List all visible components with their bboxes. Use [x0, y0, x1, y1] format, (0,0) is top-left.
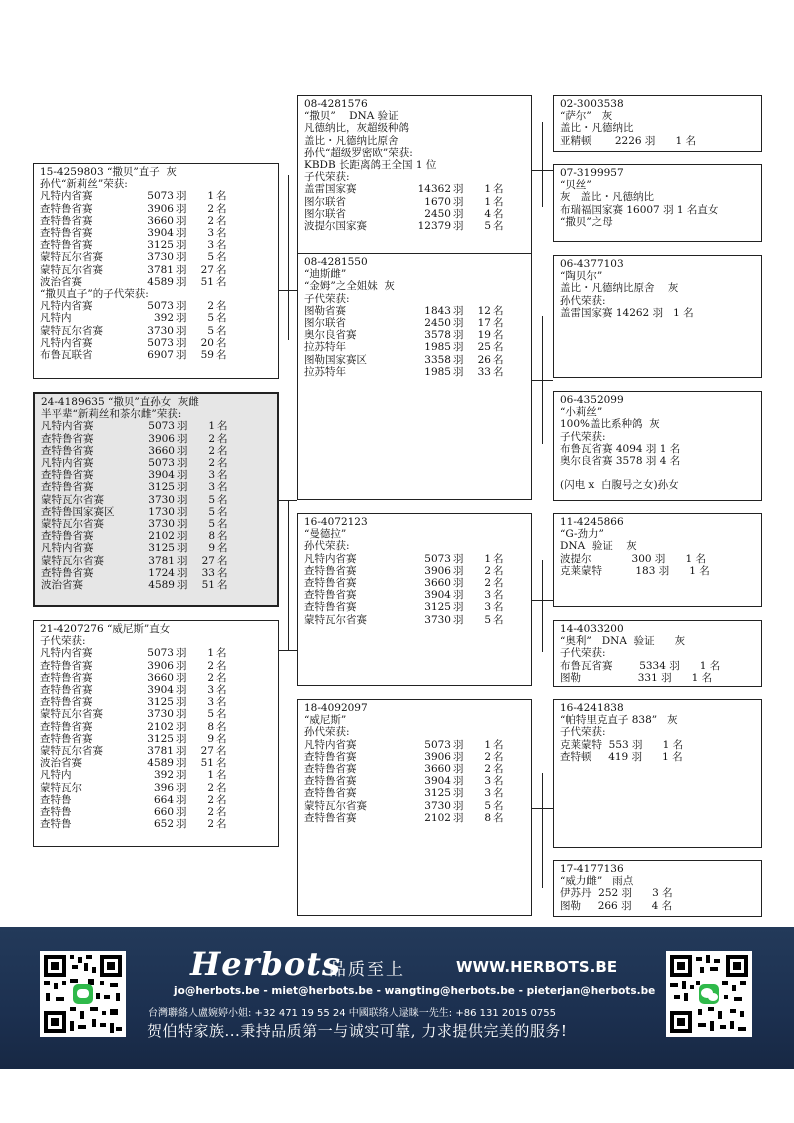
result-row: 查特鲁省赛 3904 羽 3 名	[304, 775, 504, 788]
website-link[interactable]: WWW.HERBOTS.BE	[456, 958, 618, 976]
text-line: 子代荣获:	[304, 171, 350, 184]
pedigree-box-sire	[297, 95, 532, 500]
result-row: 蒙特瓦尔省赛 3730 羽 5 名	[40, 324, 227, 337]
text-line: (闪电 x 白腹号之女)孙女	[560, 479, 679, 492]
result-row: 查特鲁省赛 3904 羽 3 名	[40, 684, 227, 697]
text-line: 盖雷国家赛 14262 羽 1 名	[560, 306, 694, 319]
text-line: 18-4092097	[304, 702, 368, 714]
text-line: 盖比・凡德纳比	[560, 122, 634, 135]
result-row: 布鲁瓦联省 6907 羽 59 名	[40, 349, 227, 362]
text-line: 图勒 331 羽 1 名	[560, 671, 713, 684]
text-line: 凡德纳比，灰超级种鸽	[304, 122, 409, 135]
text-line: “帕特里克直子 838” 灰	[560, 714, 678, 727]
pedigree-box-dam-dam	[297, 699, 532, 916]
pedigree-box-r2	[553, 255, 762, 378]
result-row: 图勒国家赛区 3358 羽 26 名	[304, 353, 504, 366]
text-line: “G-劲力”	[560, 528, 604, 541]
result-row: 波提尔国家赛 12379 羽 5 名	[304, 220, 504, 233]
result-row: 凡特内省赛 5073 羽 1 名	[304, 738, 504, 751]
result-row: 凡特内省赛 5073 羽 20 名	[40, 336, 227, 349]
footer-banner	[0, 927, 794, 1069]
text-line: “迪斯雌”	[304, 268, 347, 281]
text-line: “贝丝”	[560, 179, 592, 192]
text-line: “撒贝”之母	[560, 215, 613, 228]
text-line: 克莱蒙特 183 羽 1 名	[560, 564, 710, 577]
result-row: 波治省赛 4589 羽 51 名	[41, 579, 228, 592]
text-line: DNA 验证 灰	[560, 540, 637, 553]
pedigree-box-r7	[553, 860, 762, 917]
result-row: 查特鲁省赛 3660 羽 2 名	[304, 577, 504, 590]
text-line: 孙代荣获:	[304, 540, 350, 553]
text-line: “撒贝直子”的子代荣获:	[40, 288, 149, 301]
result-row: 蒙特瓦尔 396 羽 2 名	[40, 781, 227, 794]
result-row: 查特鲁省赛 3125 羽 3 名	[40, 696, 227, 709]
text-line: 亚精顿 2226 羽 1 名	[560, 134, 696, 147]
connector	[542, 773, 543, 888]
result-row: 波治省赛 4589 羽 51 名	[40, 757, 227, 770]
result-row: 查特鲁省赛 3125 羽 3 名	[304, 601, 504, 614]
text-line: 11-4245866	[560, 516, 624, 528]
result-row: 查特鲁省赛 3660 羽 2 名	[304, 763, 504, 776]
connector	[279, 290, 297, 291]
result-row: 查特鲁省赛 3906 羽 2 名	[40, 659, 227, 672]
text-line: 孙代“新莉丝”荣获:	[40, 178, 128, 191]
pedigree-box-r5	[553, 620, 762, 687]
text-line: 07-3199957	[560, 167, 624, 179]
result-row: 凡特内 392 羽 5 名	[40, 312, 227, 325]
text-line: 克莱蒙特 553 羽 1 名	[560, 738, 684, 751]
pedigree-box-dam	[297, 513, 532, 686]
text-line: “小莉丝”	[560, 406, 603, 419]
result-row: 查特鲁省赛 3125 羽 3 名	[41, 481, 228, 494]
text-line: 21-4207276 “威尼斯”直女	[40, 623, 171, 635]
text-line: “撒贝” DNA 验证	[304, 110, 399, 123]
result-row: 查特鲁省赛 3906 羽 2 名	[304, 564, 504, 577]
text-line: 查特顿 419 羽 1 名	[560, 750, 683, 763]
connector	[279, 650, 297, 651]
text-line: 布瑞福国家赛 16007 羽 1 名直女	[560, 203, 719, 216]
result-row: 凡特内 392 羽 1 名	[40, 769, 227, 782]
text-line: 孙代荣获:	[560, 294, 606, 307]
text-line: 16-4072123	[304, 516, 368, 528]
result-row: 查特鲁省赛 3660 羽 2 名	[40, 671, 227, 684]
text-line: 08-4281550	[304, 256, 368, 268]
result-row: 凡特内省赛 5073 羽 1 名	[40, 647, 227, 660]
contact-emails[interactable]: jo@herbots.be - miet@herbots.be - wangting@herbots.be - pieterjan@herbots.be	[174, 985, 656, 997]
result-row: 查特鲁省赛 3904 羽 3 名	[304, 589, 504, 602]
text-line: 08-4281576	[304, 98, 368, 110]
result-row: 蒙特瓦尔省赛 3730 羽 5 名	[40, 708, 227, 721]
pedigree-box-r1	[553, 164, 762, 242]
result-row: 查特鲁省赛 3906 羽 2 名	[40, 202, 227, 215]
text-line: 图勒 266 羽 4 名	[560, 899, 673, 912]
result-row: 图勒省赛 1843 羽 12 名	[304, 304, 504, 317]
text-line: KBDB 长距离鸽王全国 1 位	[304, 159, 437, 172]
text-line: 24-4189635 “撒贝”直孙女 灰雌	[41, 396, 199, 408]
pedigree-box-r4	[553, 513, 762, 607]
qr-code-wechat-icon	[666, 951, 752, 1037]
text-line: 17-4177136	[560, 863, 624, 875]
result-row: 凡特内省赛 5073 羽 2 名	[40, 300, 227, 313]
result-row: 凡特内省赛 5073 羽 1 名	[304, 552, 504, 565]
result-row: 蒙特瓦尔省赛 3781 羽 27 名	[41, 554, 228, 567]
connector	[532, 170, 553, 171]
result-row: 凡特内省赛 5073 羽 1 名	[41, 420, 228, 433]
result-row: 查特鲁省赛 3125 羽 9 名	[40, 732, 227, 745]
text-line: 06-4352099	[560, 394, 624, 406]
result-row: 查特鲁省赛 3660 羽 2 名	[40, 214, 227, 227]
result-row: 蒙特瓦尔省赛 3730 羽 5 名	[41, 493, 228, 506]
text-line: 子代荣获:	[40, 635, 86, 648]
text-line: 盖比・凡德纳比原舍	[304, 134, 399, 147]
result-row: 查特鲁省赛 3904 羽 3 名	[41, 469, 228, 482]
connector	[288, 500, 289, 650]
text-line: “陶贝尔”	[560, 270, 603, 283]
result-row: 查特鲁 664 羽 2 名	[40, 793, 227, 806]
text-line: “威力雌” 雨点	[560, 875, 634, 888]
result-row: 凡特内省赛 5073 羽 1 名	[40, 190, 227, 203]
connector	[288, 175, 289, 340]
contact-phones: 台灣聯絡人盧婉婷小姐: +32 471 19 55 24 中國联络人逯睐一先生: +86 131 2015 0755	[148, 1008, 556, 1019]
text-line: 子代荣获:	[560, 430, 606, 443]
result-row: 查特鲁国家赛区 1730 羽 5 名	[41, 505, 228, 518]
result-row: 查特鲁省赛 1724 羽 33 名	[41, 566, 228, 579]
text-line: “曼德拉”	[304, 528, 347, 541]
result-row: 查特鲁省赛 2102 羽 8 名	[40, 720, 227, 733]
connector	[532, 808, 553, 809]
result-row: 蒙特瓦尔省赛 3781 羽 27 名	[40, 263, 227, 276]
result-row: 查特鲁 660 羽 2 名	[40, 806, 227, 819]
result-row: 图尔联省 2450 羽 4 名	[304, 207, 504, 220]
brand-slogan: 品质至上	[329, 960, 405, 980]
text-line: “萨尔” 灰	[560, 110, 613, 123]
text-line: 子代荣获:	[560, 647, 606, 660]
divider	[297, 253, 532, 254]
text-line: 孙代“超级罗密欧”荣获:	[304, 146, 413, 159]
pedigree-box-subject	[33, 392, 279, 607]
text-line	[560, 467, 755, 479]
text-line: 02-3003538	[560, 98, 624, 110]
text-line: 100%盖比系种鸽 灰	[560, 418, 660, 431]
result-row: 查特鲁省赛 3904 羽 3 名	[40, 227, 227, 240]
text-line: 灰 盖比・凡德纳比	[560, 191, 655, 204]
connector	[542, 122, 543, 207]
result-row: 查特鲁省赛 2102 羽 8 名	[41, 530, 228, 543]
result-row: 凡特内省赛 5073 羽 2 名	[41, 457, 228, 470]
result-row: 拉苏特年 1985 羽 25 名	[304, 341, 504, 354]
connector	[532, 600, 553, 601]
pedigree-box-r6	[553, 699, 762, 848]
text-line: 布鲁瓦省赛 5334 羽 1 名	[560, 659, 721, 672]
footer-motto: 贺伯特家族...秉持品质第一与诚实可靠, 力求提供完美的服务!	[147, 1022, 568, 1040]
pedigree-box-r3	[553, 391, 762, 501]
result-row: 奥尔良省赛 3578 羽 19 名	[304, 329, 504, 342]
pedigree-box-r0	[553, 95, 762, 152]
text-line: 伊苏丹 252 羽 3 名	[560, 887, 673, 900]
text-line: 子代荣获:	[304, 292, 350, 305]
text-line: 孙代荣获:	[304, 726, 350, 739]
result-row: 蒙特瓦尔省赛 3781 羽 27 名	[40, 745, 227, 758]
result-row: 查特鲁省赛 2102 羽 8 名	[304, 811, 504, 824]
result-row: 盖雷国家赛 14362 羽 1 名	[304, 183, 504, 196]
brand-logo: Herbots	[190, 945, 341, 983]
text-line: 半平辈“新莉丝和茶尔雌”荣获:	[41, 408, 182, 421]
text-line: 波提尔 300 羽 1 名	[560, 552, 706, 565]
text-line: 布鲁瓦省赛 4094 羽 1 名	[560, 442, 681, 455]
text-line: “奥利” DNA 验证 灰	[560, 635, 686, 648]
text-line: “金姆”之全姐妹 灰	[304, 280, 395, 293]
connector	[542, 560, 543, 652]
text-line: 奥尔良省赛 3578 羽 4 名	[560, 455, 681, 468]
result-row: 查特鲁省赛 3660 羽 2 名	[41, 444, 228, 457]
result-row: 凡特内省赛 3125 羽 9 名	[41, 542, 228, 555]
text-line: 子代荣获:	[560, 726, 606, 739]
result-row: 图尔联省 2450 羽 17 名	[304, 317, 504, 330]
text-line: “威尼斯”	[304, 714, 347, 727]
result-row: 波治省赛 4589 羽 51 名	[40, 275, 227, 288]
pedigree-box-dam-daughter	[33, 620, 279, 847]
text-line: 16-4241838	[560, 702, 624, 714]
qr-code-line-icon	[40, 951, 126, 1037]
pedigree-box-sire-son	[33, 163, 279, 379]
result-row: 拉苏特年 1985 羽 33 名	[304, 365, 504, 378]
result-row: 查特鲁省赛 3906 羽 2 名	[41, 432, 228, 445]
result-row: 蒙特瓦尔省赛 3730 羽 5 名	[304, 613, 504, 626]
text-line: 06-4377103	[560, 258, 624, 270]
text-line: 盖比・凡德纳比原舍 灰	[560, 282, 679, 295]
result-row: 蒙特瓦尔省赛 3730 羽 5 名	[304, 799, 504, 812]
result-row: 查特鲁省赛 3125 羽 3 名	[304, 787, 504, 800]
result-row: 查特鲁省赛 3125 羽 3 名	[40, 239, 227, 252]
result-row: 图尔联省 1670 羽 1 名	[304, 195, 504, 208]
result-row: 蒙特瓦尔省赛 3730 羽 5 名	[41, 518, 228, 531]
connector	[532, 380, 553, 381]
text-line: 15-4259803 “撒贝”直子 灰	[40, 166, 177, 178]
text-line: 14-4033200	[560, 623, 624, 635]
result-row: 查特鲁 652 羽 2 名	[40, 818, 227, 831]
result-row: 查特鲁省赛 3906 羽 2 名	[304, 750, 504, 763]
result-row: 蒙特瓦尔省赛 3730 羽 5 名	[40, 251, 227, 264]
